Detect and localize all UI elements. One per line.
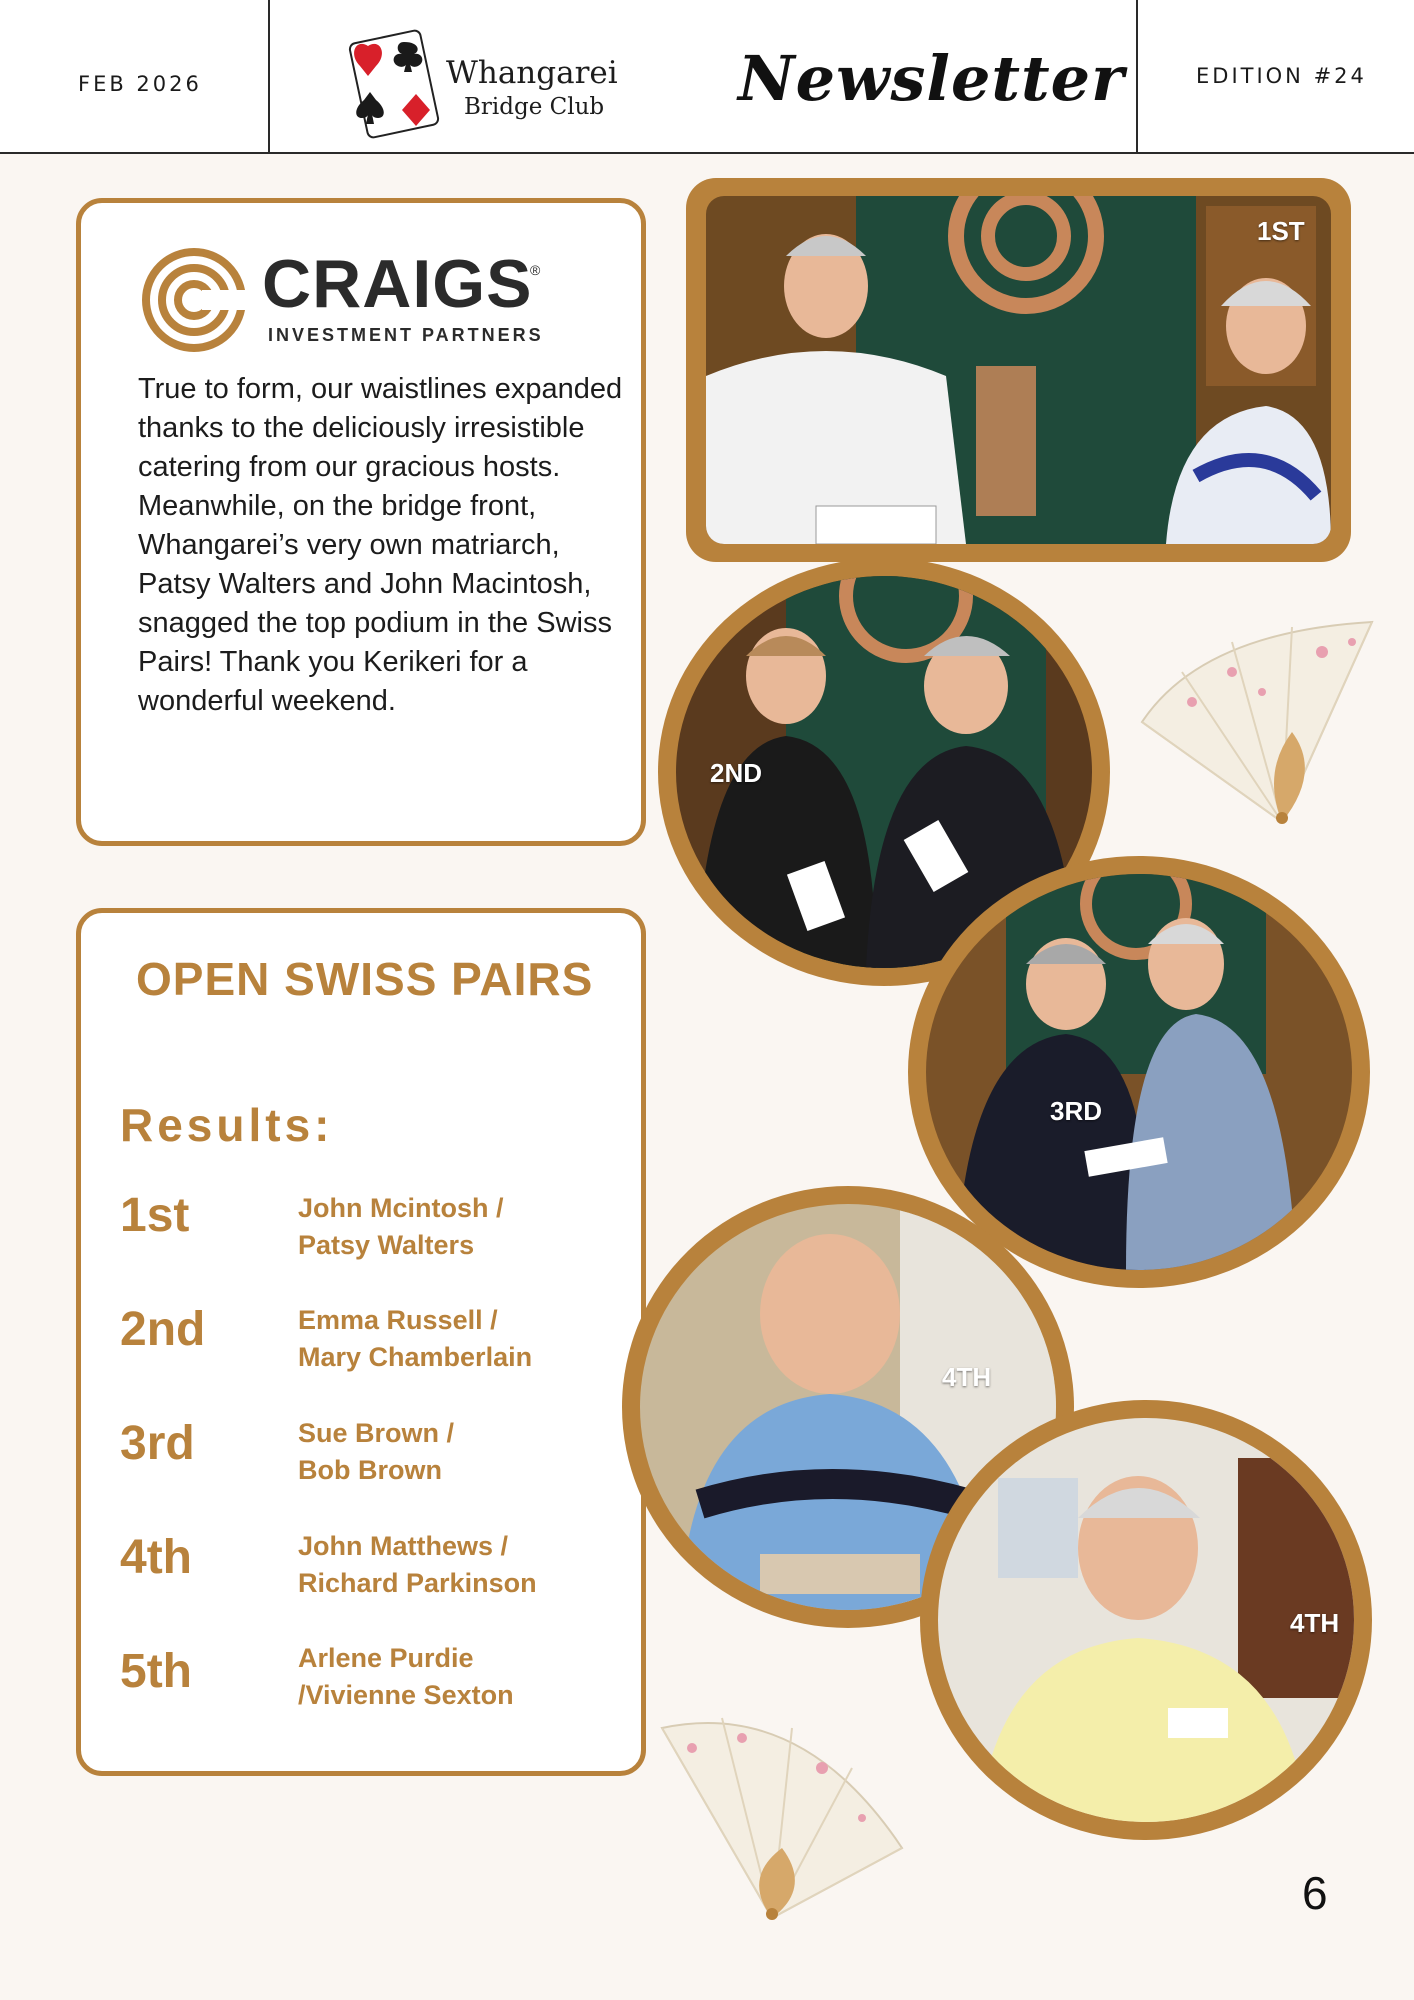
winners-photo-icon	[926, 874, 1352, 1270]
result-names	[298, 1415, 618, 1489]
result-name-line: Bob Brown	[298, 1455, 442, 1485]
result-name-line: John Mcintosh /	[298, 1193, 504, 1223]
paper-fan-icon	[1122, 612, 1404, 840]
first-place-photo	[706, 196, 1331, 544]
fourth-place-photo	[938, 1418, 1354, 1822]
result-name-line: Sue Brown /	[298, 1418, 455, 1448]
club-name-subtitle: Bridge Club	[464, 94, 605, 120]
event-title: OPEN SWISS PAIRS	[136, 953, 594, 1005]
sponsor-blurb: True to form, our waistlines expanded thanks to the deliciously irresistible catering from our gracious hosts. Meanwhile, on the bridge front, Whangarei’s very own matriarch, Patsy Walters and John Macintosh, snagged the top podium in the Swiss Pairs! Thank you Kerikeri for a wonderful weekend.	[138, 373, 623, 717]
craigs-logo-icon	[140, 246, 248, 354]
issue-date: FEB 2026	[78, 72, 202, 96]
result-name-line: Emma Russell /	[298, 1305, 498, 1335]
result-name-line: /Vivienne Sexton	[298, 1680, 514, 1710]
place-tag: 3RD	[1050, 1096, 1103, 1126]
place-tag: 4TH	[1290, 1608, 1340, 1638]
result-place: 4th	[120, 1531, 192, 1584]
result-name-line: Richard Parkinson	[298, 1568, 537, 1598]
place-tag: 4TH	[942, 1362, 992, 1392]
sponsor-name: CRAIGS	[262, 246, 533, 322]
header-divider	[1136, 0, 1138, 152]
result-name-line: Mary Chamberlain	[298, 1342, 533, 1372]
paper-fan-icon	[652, 1708, 914, 1930]
place-tag: 1ST	[1257, 216, 1305, 246]
results-label: Results:	[120, 1099, 334, 1151]
result-name-line: Patsy Walters	[298, 1230, 475, 1260]
first-place-photo-frame	[686, 178, 1351, 562]
page-number: 6	[1302, 1867, 1328, 1919]
result-place: 2nd	[120, 1303, 206, 1356]
result-names	[298, 1640, 618, 1714]
result-names	[298, 1528, 618, 1602]
fourth-place-photo-frame	[920, 1400, 1372, 1840]
club-name: Whangarei	[446, 55, 618, 91]
newsletter-title: Newsletter	[738, 42, 1125, 115]
result-place: 5th	[120, 1645, 192, 1698]
result-name-line: Arlene Purdie	[298, 1643, 474, 1673]
result-place: 3rd	[120, 1417, 195, 1470]
winners-photo-icon	[706, 196, 1331, 544]
result-names	[298, 1190, 618, 1264]
place-tag: 2ND	[710, 758, 763, 788]
result-name-line: John Matthews /	[298, 1531, 509, 1561]
card-suits-logo-icon	[338, 28, 450, 140]
newsletter-header	[0, 0, 1414, 154]
sponsor-subtitle: INVESTMENT PARTNERS	[268, 325, 544, 345]
third-place-photo	[926, 874, 1352, 1270]
registered-mark: ®	[530, 262, 541, 278]
third-place-photo-frame	[908, 856, 1370, 1288]
edition-number: EDITION #24	[1196, 64, 1367, 88]
result-names	[298, 1302, 618, 1376]
header-divider	[268, 0, 270, 152]
result-place: 1st	[120, 1189, 190, 1242]
